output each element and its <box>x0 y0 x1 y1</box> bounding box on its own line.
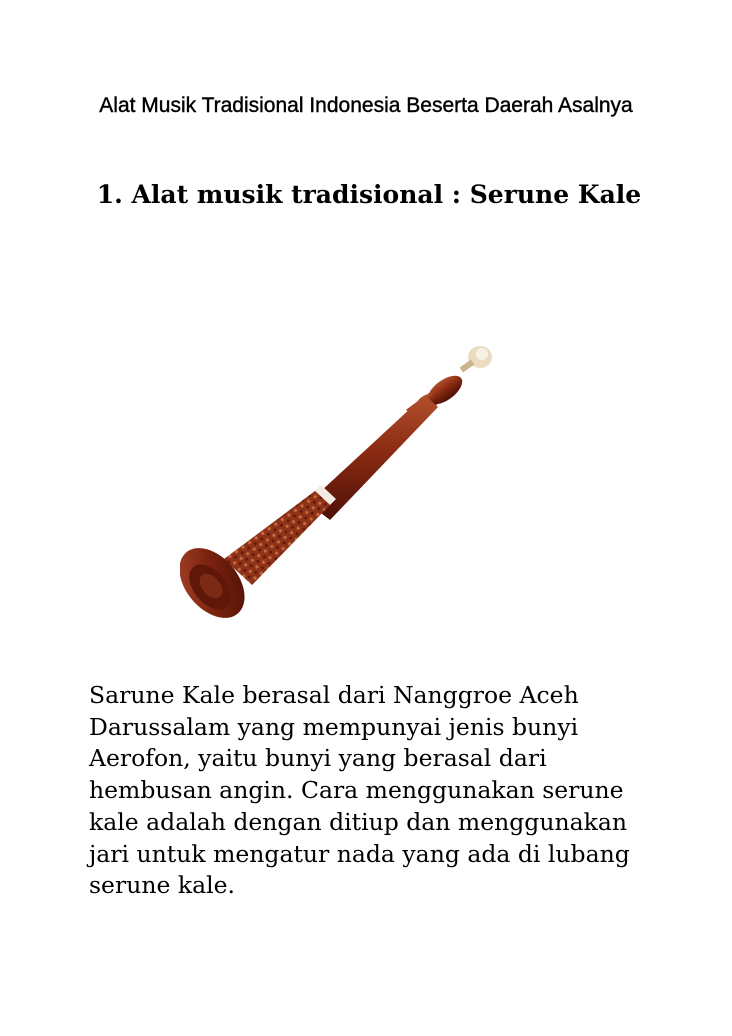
section-heading: 1. Alat musik tradisional : Serune Kale <box>88 180 642 209</box>
serune-kale-instrument-icon <box>180 335 520 635</box>
reed-icon <box>460 346 492 373</box>
page-title: Alat Musik Tradisional Indonesia Beserta Daerah Asalnya <box>99 94 633 117</box>
description-paragraph: Sarune Kale berasal dari Nanggroe Aceh Darussalam yang mempunyai jenis bunyi Aerofon, yaitu bunyi yang berasal dari hembusan angin. Cara menggunakan serune kale adalah dengan ditiup dan menggunakan jari untuk mengatur nada yang ada di lubang serune kale. <box>89 681 630 900</box>
serune-kale-image <box>180 335 520 635</box>
